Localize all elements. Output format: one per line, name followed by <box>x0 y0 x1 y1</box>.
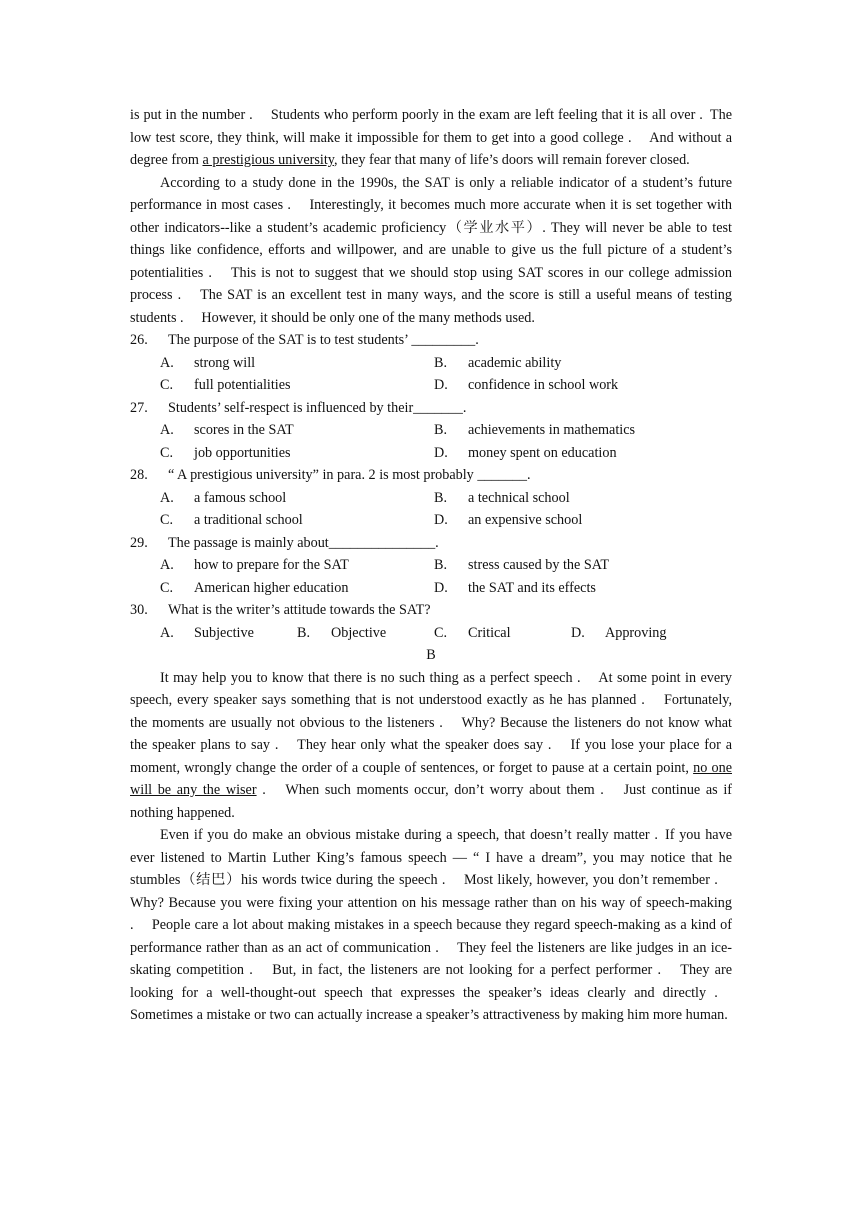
question-stem: “ A prestigious university” in para. 2 is most probably _______. <box>168 467 531 483</box>
question-stem: The purpose of the SAT is to test students’ _________. <box>168 332 479 348</box>
option-d: D. Approving <box>571 624 667 641</box>
underlined-phrase: no one will be any the wiser <box>130 759 732 798</box>
text-segment: . When such moments occur, don’t worry about them . Just continue as if nothing happened. <box>130 782 732 821</box>
section-heading: B <box>426 647 436 663</box>
question-29 <box>130 532 732 600</box>
option-a: A. a famous school <box>160 489 287 506</box>
option-b: B. academic ability <box>434 354 562 371</box>
option-b: B. a technical school <box>434 489 570 506</box>
option-a: A. scores in the SAT <box>160 422 294 438</box>
question-28 <box>130 464 732 532</box>
question-number: 26. <box>130 332 148 348</box>
option-c: C. job opportunities <box>160 444 291 461</box>
passage-a-paragraph-1 <box>130 104 732 172</box>
text-segment: It may help you to know that there is no such thing as a perfect speech . At some point in every speech, every speaker says something that is not understood exactly as he has planned . Fortunately, the moments are usually not obvious to the listeners . Why? Because the listeners do not know what the speaker plans to say . They hear only what the speaker does say . If you lose your place for a moment, wrongly change the order of a couple of sentences, or forget to pause at a certain point, <box>130 669 732 776</box>
passage-b-paragraph-2: Even if you do make an obvious mistake during a speech, that doesn’t really matter . If you have ever listened to Martin Luther King’s famous speech — “ I have a dream”, you may notice that he stumbles（结巴）his words twice during the speech . Most likely, however, you don’t remember . Why? Because you were fixing your attention on his message rather than on his way of speech-making . People care a lot about making mistakes in a speech because they regard speech-making as a kind of performance rather than as an act of communication . They feel the listeners are like judges in an ice-skating competition . But, in fact, the listeners are not looking for a perfect performer . They are looking for a well-thought-out speech that expresses the speaker’s ideas clearly and directly . Sometimes a mistake or two can actually increase a speaker’s attractiveness by making him more human. <box>130 827 732 1023</box>
option-c: C. full potentialities <box>160 377 291 393</box>
question-26 <box>130 329 732 397</box>
text-segment: , they fear that many of life’s doors will remain forever closed. <box>333 152 690 168</box>
question-stem: What is the writer’s attitude towards the SAT? <box>168 602 431 618</box>
text-segment: is put in the number . Students who perform poorly in the exam are left feeling that it is all over . The low test score, they think, will make it impossible for them to get into a good college . And without a degree from <box>130 107 732 168</box>
option-b: B. achievements in mathematics <box>434 422 636 438</box>
question-stem: Students’ self-respect is influenced by their_______. <box>168 399 467 416</box>
option-a: A. strong will <box>160 354 256 371</box>
underlined-phrase: a prestigious university <box>202 152 334 168</box>
option-b: B. Objective <box>297 624 387 641</box>
question-number: 30. <box>130 602 148 618</box>
question-27 <box>130 397 732 465</box>
option-a: A. Subjective <box>160 624 254 641</box>
option-a: A. how to prepare for the SAT <box>160 557 349 573</box>
option-c: C. a traditional school <box>160 512 303 528</box>
option-d: D. money spent on education <box>434 444 617 461</box>
passage-a-paragraph-2: According to a study done in the 1990s, the SAT is only a reliable indicator of a student’s future performance in most cases . Interestingly, it becomes much more accurate when it is set together with other indicators--like a student’s academic proficiency（学业水平）. They will never be able to test things like confidence, efforts and willpower, and are unable to give us the full picture of a student’s potentialities . This is not to suggest that we should stop using SAT scores in our college admission process . The SAT is an excellent test in many ways, and the score is still a useful means of testing students . However, it should be only one of the many methods used. <box>130 174 732 326</box>
question-number: 29. <box>130 534 148 551</box>
question-30 <box>130 599 732 644</box>
option-d: D. confidence in school work <box>434 377 619 393</box>
option-d: D. an expensive school <box>434 512 583 528</box>
passage-b-paragraph-1 <box>130 667 732 825</box>
option-c: C. Critical <box>434 624 511 641</box>
question-number: 28. <box>130 467 148 483</box>
option-d: D. the SAT and its effects <box>434 579 596 596</box>
question-number: 27. <box>130 399 148 416</box>
option-c: C. American higher education <box>160 579 349 596</box>
option-b: B. stress caused by the SAT <box>434 557 610 573</box>
document-page <box>130 104 732 1027</box>
question-stem: The passage is mainly about_______________. <box>168 534 439 551</box>
